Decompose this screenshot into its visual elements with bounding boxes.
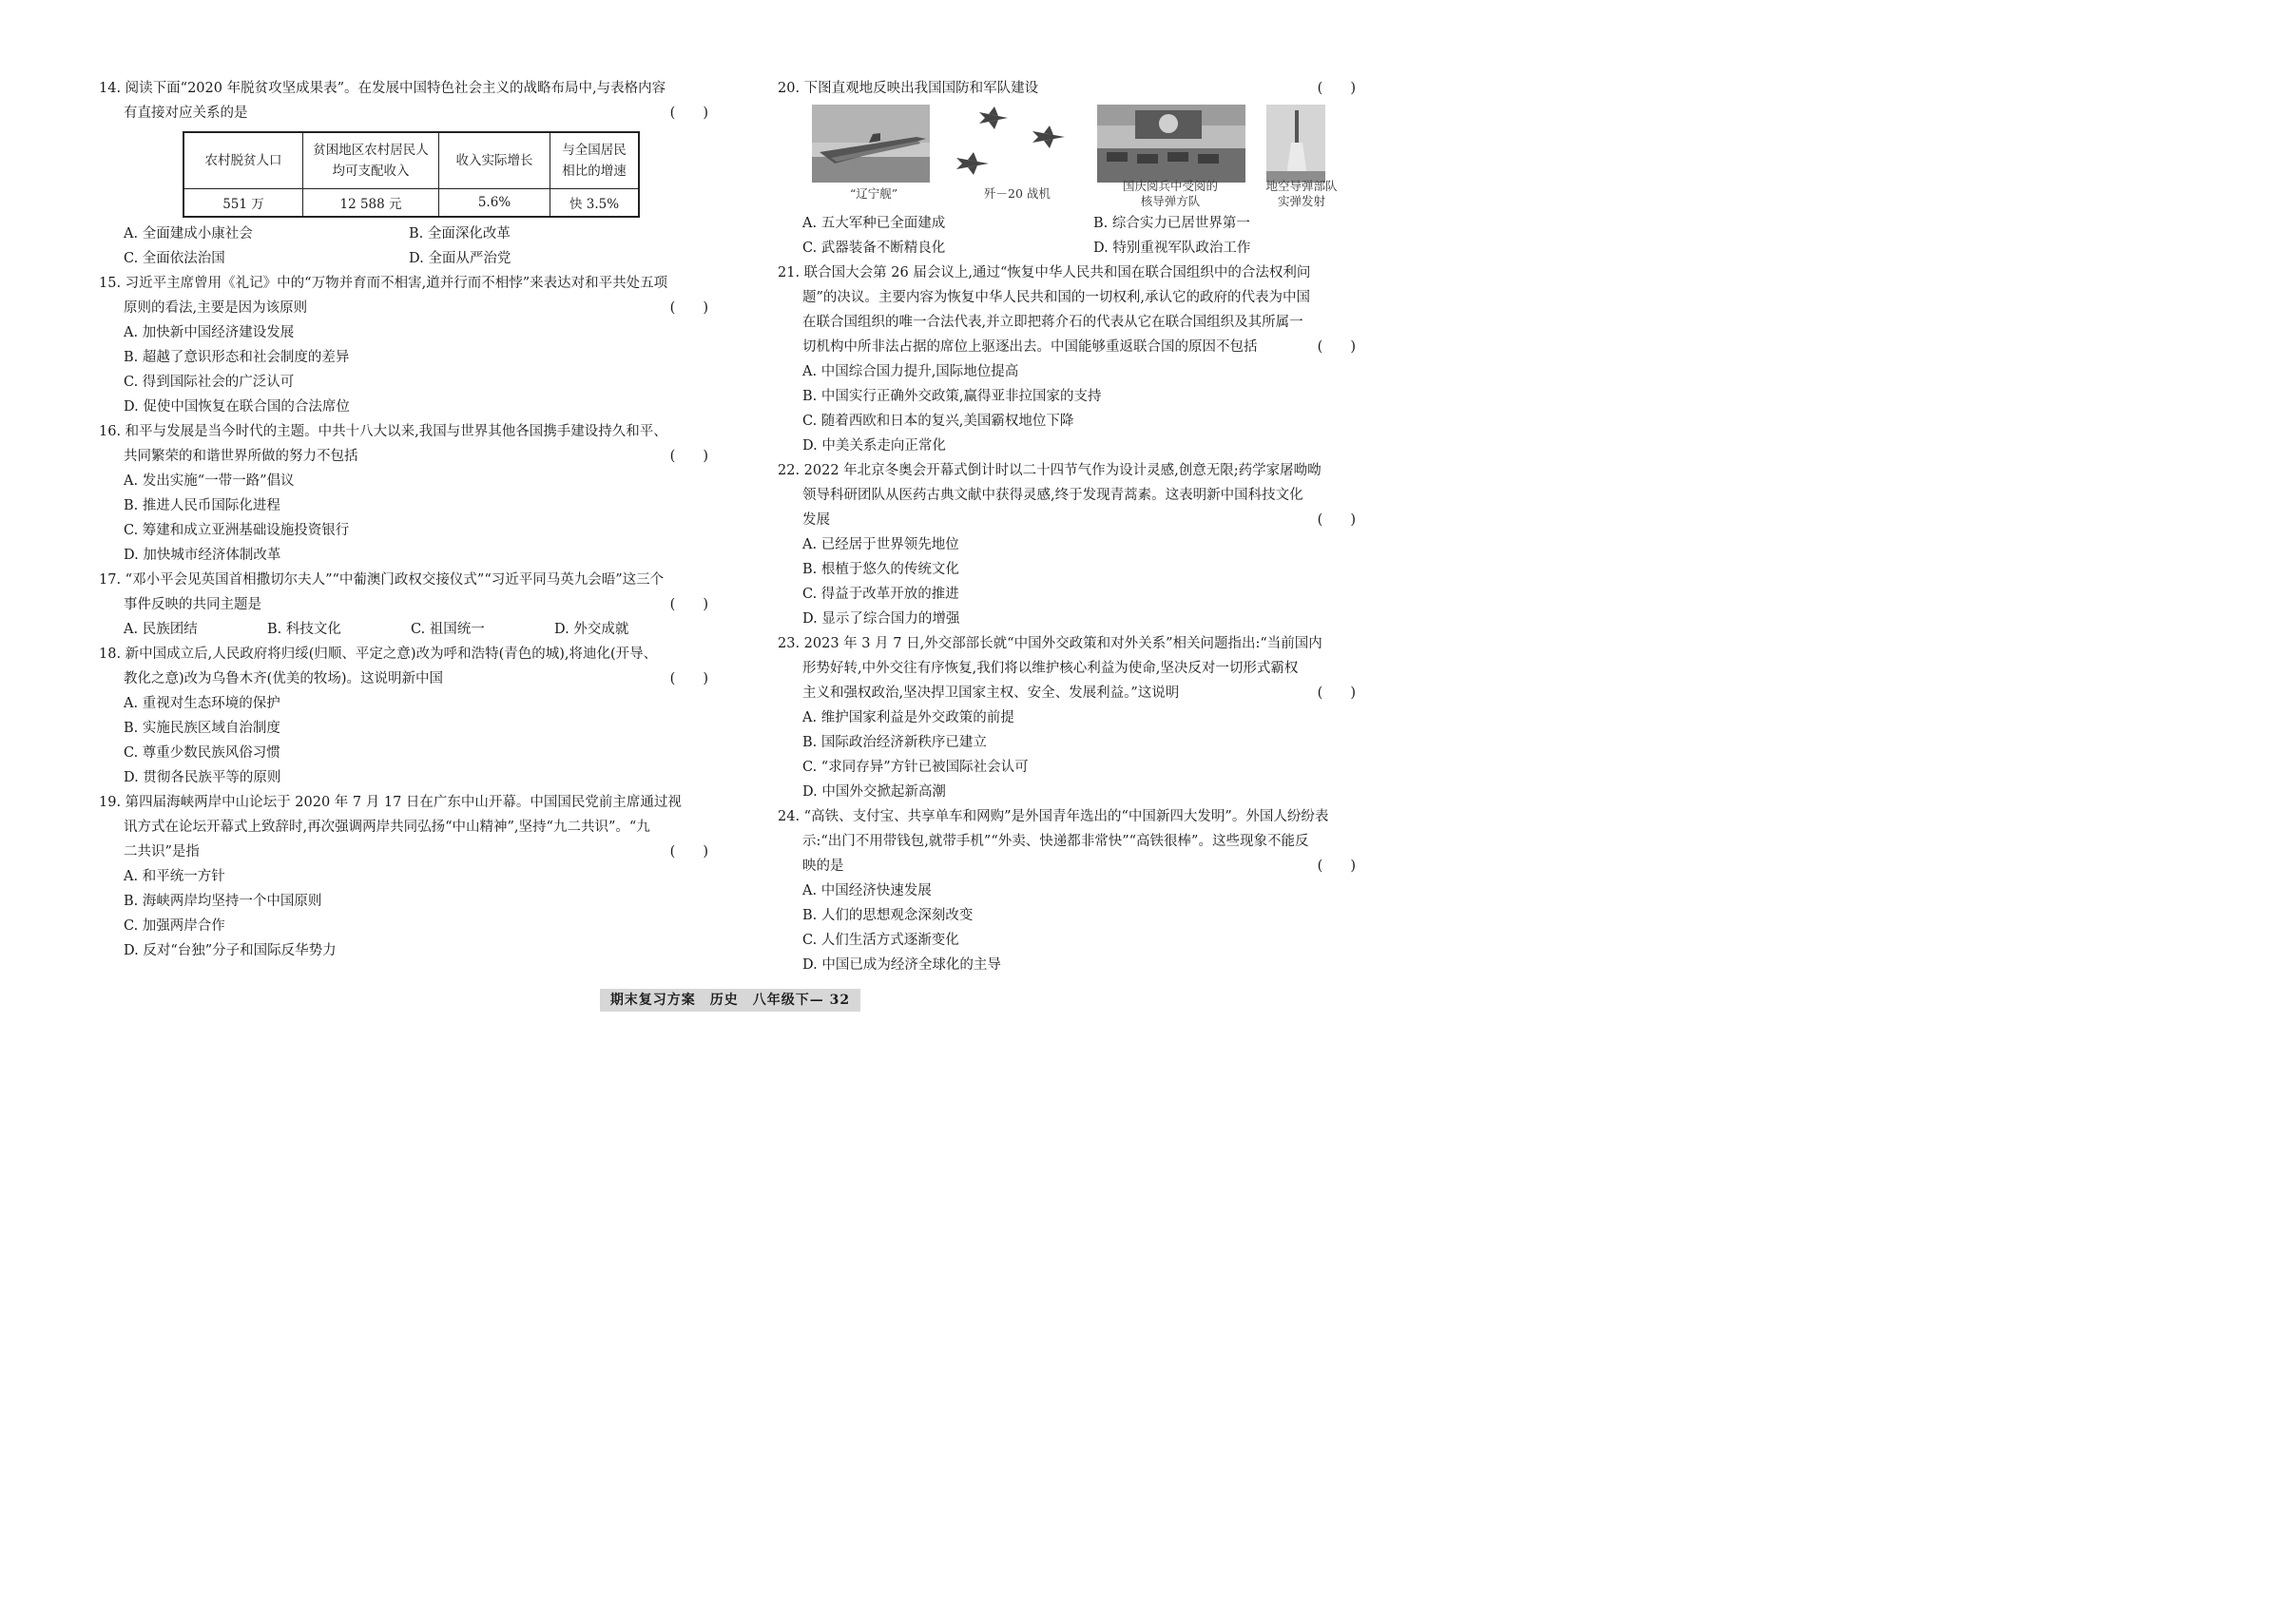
option-c[interactable]: C. 祖国统一 [411,622,485,637]
photo-caption: 实弹发射 [1277,194,1325,208]
question-stem: 共同繁荣的和谐世界所做的努力不包括 [124,449,358,464]
option-b[interactable]: B. 国际政治经济新秩序已建立 [802,735,987,750]
option-b[interactable]: B. 实施民族区域自治制度 [124,721,280,736]
answer-blank[interactable]: ( ) [669,449,708,464]
answer-blank[interactable]: ( ) [1317,859,1356,874]
question-stem: 映的是 [802,859,844,874]
military-photo-strip [812,105,1360,209]
question-stem: 讯方式在论坛开幕式上致辞时,再次强调两岸共同弘扬“中山精神”,坚持“九二共识”。“九 [124,820,650,835]
aircraft-carrier-photo [812,105,930,183]
question-stem: 示:“出门不用带钱包,就带手机”“外卖、快递都非常快”“高铁很棒”。这些现象不能反 [802,834,1309,849]
question-stem: 有直接对应关系的是 [124,106,248,121]
option-b[interactable]: B. 超越了意识形态和社会制度的差异 [124,350,350,365]
question-22 [778,458,1360,631]
option-d[interactable]: D. 外交成就 [554,622,629,637]
option-c[interactable]: C. 筹建和成立亚洲基础设施投资银行 [124,523,350,538]
table-header: 与全国居民相比的增速 [550,132,640,189]
option-c[interactable]: C. 全面依法治国 [124,251,225,266]
question-stem: 在联合国组织的唯一合法代表,并立即把蒋介石的代表从它在联合国组织及其所属一 [802,315,1303,330]
option-b[interactable]: B. 人们的思想观念深刻改变 [802,908,974,923]
page-footer: 期末复习方案 历史 八年级下— 32 [600,989,860,1012]
option-c[interactable]: C. 加强两岸合作 [124,918,225,934]
question-stem: 17. “邓小平会见英国首相撒切尔夫人”“中葡澳门政权交接仪式”“习近平同马英九会晤”这三个 [99,572,665,588]
option-d[interactable]: D. 特别重视军队政治工作 [1093,241,1251,256]
question-stem: 15. 习近平主席曾用《礼记》中的“万物并育而不相害,道并行而不相悖”来表达对和平共处五项 [99,276,668,291]
question-stem: 领导科研团队从医药古典文献中获得灵感,终于发现青蒿素。这表明新中国科技文化 [802,488,1303,503]
option-d[interactable]: D. 中国外交掀起新高潮 [802,784,946,800]
question-21 [778,261,1360,458]
option-a[interactable]: A. 中国综合国力提升,国际地位提高 [802,364,1019,379]
left-column [99,76,712,963]
photo-caption: 核导弹方队 [1140,194,1201,208]
option-a[interactable]: A. 民族团结 [124,622,198,637]
option-a[interactable]: A. 和平统一方针 [124,869,225,884]
table-cell: 5.6% [439,189,550,218]
option-a[interactable]: A. 五大军种已全面建成 [802,216,946,231]
question-16 [99,419,712,568]
table-header: 农村脱贫人口 [183,132,303,189]
answer-blank[interactable]: ( ) [669,844,708,859]
table-cell: 12 588 元 [303,189,439,218]
question-stem: 18. 新中国成立后,人民政府将归绥(归顺、平定之意)改为呼和浩特(青色的城),将迪化(开导、 [99,647,658,662]
question-15 [99,271,712,419]
question-stem: 形势好转,中外交往有序恢复,我们将以维护核心利益为使命,坚决反对一切形式霸权 [802,661,1299,676]
answer-blank[interactable]: ( ) [1317,685,1356,701]
photo-caption: 地空导弹部队 [1265,179,1338,193]
option-b[interactable]: B. 推进人民币国际化进程 [124,498,280,513]
option-a[interactable]: A. 维护国家利益是外交政策的前提 [802,710,1014,725]
fighter-jets-photo [951,105,1084,183]
photo-caption: 歼－20 战机 [984,186,1051,201]
option-c[interactable]: C. 人们生活方式逐渐变化 [802,933,959,948]
question-stem: 切机构中所非法占据的席位上驱逐出去。中国能够重返联合国的原因不包括 [802,339,1258,355]
option-c[interactable]: C. 得益于改革开放的推进 [802,587,959,602]
option-c[interactable]: C. “求同存异”方针已被国际社会认可 [802,760,1029,775]
option-c[interactable]: C. 得到国际社会的广泛认可 [124,375,295,390]
option-a[interactable]: A. 已经居于世界领先地位 [802,537,959,552]
table-header: 贫困地区农村居民人均可支配收入 [303,132,439,189]
option-b[interactable]: B. 科技文化 [267,622,341,637]
question-stem: 二共识”是指 [124,844,200,859]
question-18 [99,642,712,790]
option-d[interactable]: D. 中美关系走向正常化 [802,438,946,454]
option-d[interactable]: D. 贯彻各民族平等的原则 [124,770,281,785]
option-a[interactable]: A. 加快新中国经济建设发展 [124,325,295,340]
option-a[interactable]: A. 发出实施“一带一路”倡议 [124,473,295,489]
answer-blank[interactable]: ( ) [669,106,708,121]
question-stem: 题”的决议。主要内容为恢复中华人民共和国的一切权利,承认它的政府的代表为中国 [802,290,1311,305]
option-b[interactable]: B. 根植于悠久的传统文化 [802,562,959,577]
option-b[interactable]: B. 综合实力已居世界第一 [1093,216,1250,231]
photo-caption: 国庆阅兵中受阅的 [1122,179,1218,193]
answer-blank[interactable]: ( ) [1317,81,1356,96]
question-stem: 原则的看法,主要是因为该原则 [124,300,308,316]
question-stem: 22. 2022 年北京冬奥会开幕式倒计时以二十四节气作为设计灵感,创意无限;药学家屠呦呦 [778,463,1322,478]
option-a[interactable]: A. 中国经济快速发展 [802,883,932,898]
question-stem: 23. 2023 年 3 月 7 日,外交部部长就“中国外交政策和对外关系”相关问题指出:“当前国内 [778,636,1322,651]
right-column [778,76,1360,977]
question-19 [99,790,712,963]
question-stem: 主义和强权政治,坚决捍卫国家主权、安全、发展利益。”这说明 [802,685,1180,701]
question-stem: 发展 [802,512,830,528]
option-d[interactable]: D. 加快城市经济体制改革 [124,548,281,563]
question-20 [778,76,1360,261]
parade-photo [1097,105,1245,183]
photo-caption: “辽宁舰” [849,186,898,201]
option-c[interactable]: C. 尊重少数民族风俗习惯 [124,745,280,761]
question-stem: 事件反映的共同主题是 [124,597,261,612]
option-c[interactable]: C. 随着西欧和日本的复兴,美国霸权地位下降 [802,414,1074,429]
question-stem: 16. 和平与发展是当今时代的主题。中共十八大以来,我国与世界其他各国携手建设持久和平、 [99,424,667,439]
answer-blank[interactable]: ( ) [1317,339,1356,355]
question-24 [778,804,1360,977]
poverty-results-table [183,131,640,218]
table-header: 收入实际增长 [439,132,550,189]
option-c[interactable]: C. 武器装备不断精良化 [802,241,946,256]
option-d[interactable]: D. 全面从严治党 [409,251,511,266]
question-stem: 21. 联合国大会第 26 届会议上,通过“恢复中华人民共和国在联合国组织中的合法权利问 [778,265,1311,280]
option-d[interactable]: D. 中国已成为经济全球化的主导 [802,957,1001,973]
question-stem: 24. “高铁、支付宝、共享单车和网购”是外国青年选出的“中国新四大发明”。外国人纷纷表 [778,809,1329,824]
table-cell: 快 3.5% [550,189,640,218]
option-b[interactable]: B. 全面深化改革 [409,226,511,241]
question-stem: 教化之意)改为乌鲁木齐(优美的牧场)。这说明新中国 [124,671,443,686]
option-a[interactable]: A. 全面建成小康社会 [124,226,253,241]
option-d[interactable]: D. 促使中国恢复在联合国的合法席位 [124,399,350,415]
answer-blank[interactable]: ( ) [669,671,708,686]
question-stem: 14. 阅读下面“2020 年脱贫攻坚成果表”。在发展中国特色社会主义的战略布局中,与表格内容 [99,81,666,96]
option-b[interactable]: B. 海峡两岸均坚持一个中国原则 [124,894,322,909]
answer-blank[interactable]: ( ) [1317,512,1356,528]
answer-blank[interactable]: ( ) [669,300,708,316]
missile-launch-photo [1266,105,1325,183]
question-stem: 19. 第四届海峡两岸中山论坛于 2020 年 7 月 17 日在广东中山开幕。中国国民党前主席通过视 [99,795,682,810]
question-14 [99,76,712,271]
question-17 [99,568,712,642]
option-b[interactable]: B. 中国实行正确外交政策,赢得亚非拉国家的支持 [802,389,1102,404]
option-d[interactable]: D. 反对“台独”分子和国际反华势力 [124,943,337,958]
option-d[interactable]: D. 显示了综合国力的增强 [802,611,960,627]
question-stem: 20. 下图直观地反映出我国国防和军队建设 [778,81,1039,96]
table-cell: 551 万 [183,189,303,218]
option-a[interactable]: A. 重视对生态环境的保护 [124,696,280,711]
answer-blank[interactable]: ( ) [669,597,708,612]
question-23 [778,631,1360,804]
